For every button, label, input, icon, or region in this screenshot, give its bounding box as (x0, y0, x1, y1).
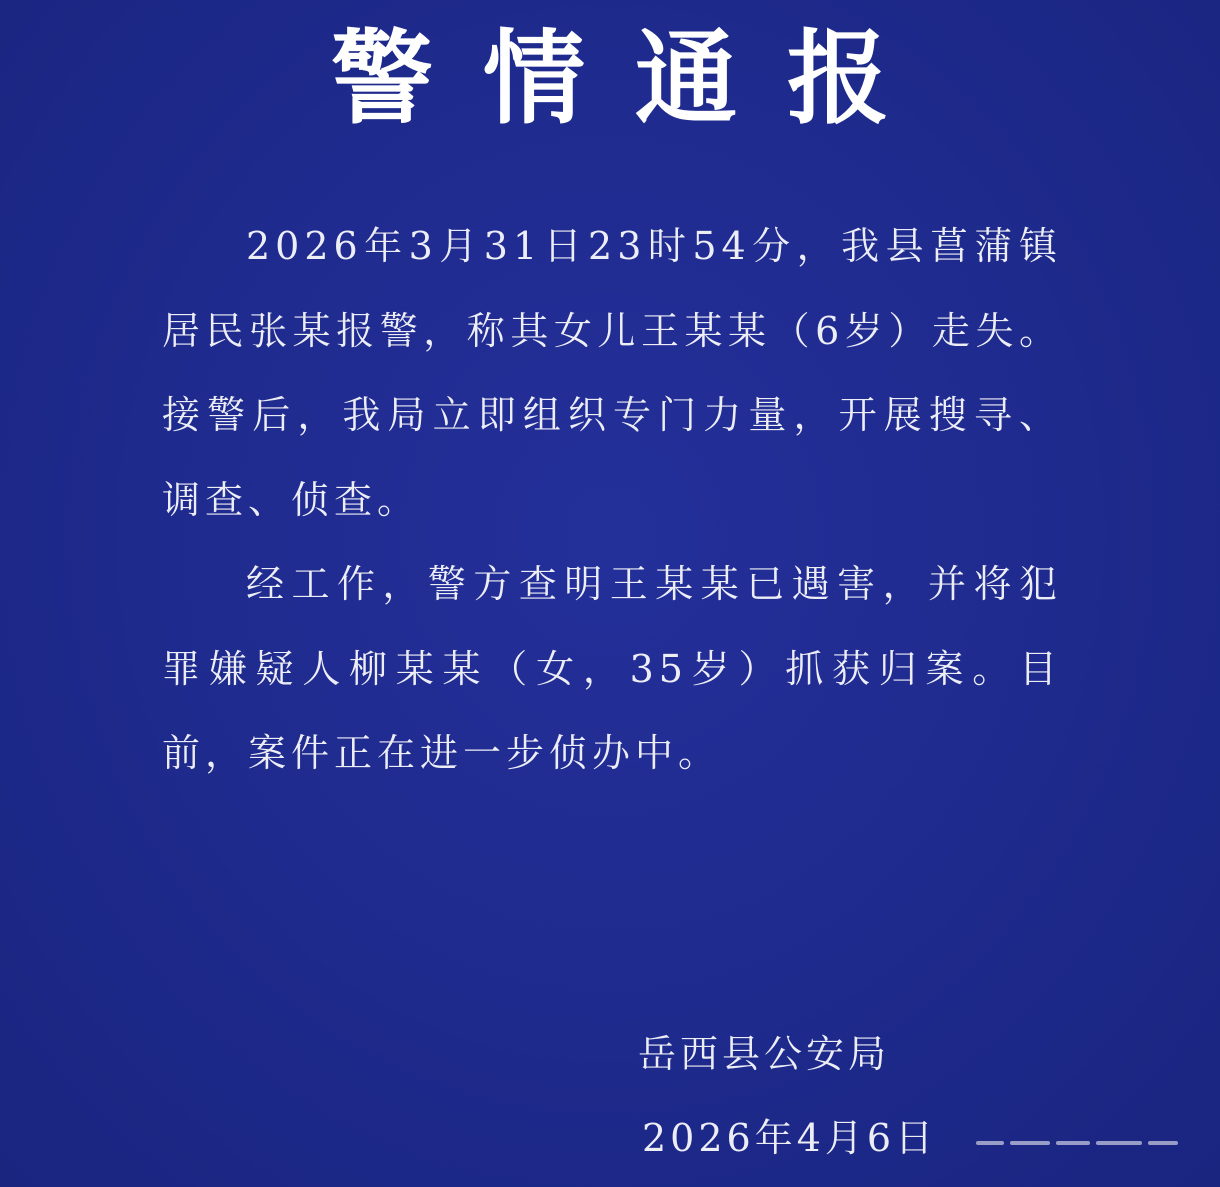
watermark-stroke (1096, 1141, 1142, 1145)
watermark-stroke (1056, 1141, 1090, 1145)
notice-paragraph-2: 经工作，警方查明王某某已遇害，并将犯罪嫌疑人柳某某（女，35岁）抓获归案。目前，案件正在进一步侦办中。 (162, 562, 1062, 775)
watermark-stroke (976, 1141, 1004, 1145)
issuing-authority: 岳西县公安局 (638, 1032, 891, 1076)
notice-paragraph-1: 2026年3月31日23时54分，我县菖蒲镇居民张某报警，称其女儿王某某（6岁）走失。接警后，我局立即组织专门力量，开展搜寻、调查、侦查。 (162, 224, 1062, 522)
notice-body (162, 204, 1062, 796)
notice-title: 警情通报 (331, 20, 939, 139)
watermark-stroke (1010, 1141, 1050, 1145)
watermark (976, 1124, 1196, 1162)
watermark-stroke (1148, 1141, 1178, 1145)
issue-date: 2026年4月6日 (642, 1116, 938, 1160)
